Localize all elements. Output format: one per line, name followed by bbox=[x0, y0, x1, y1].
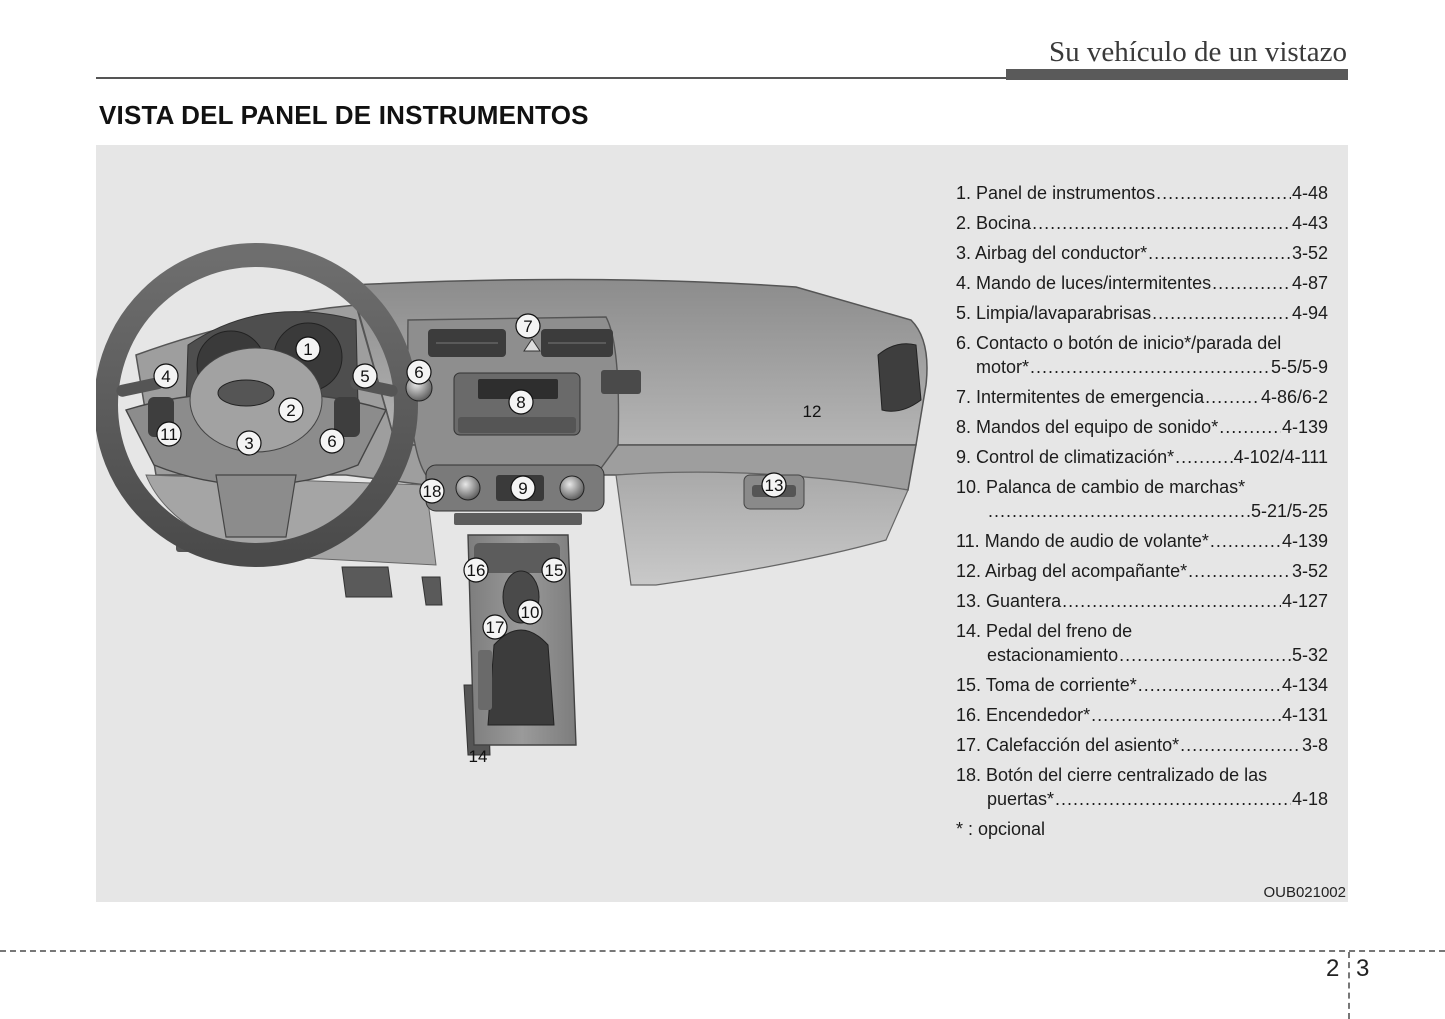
legend-leader-dots bbox=[1188, 559, 1291, 583]
page-divider bbox=[0, 950, 1445, 952]
legend-leader-dots bbox=[1152, 301, 1291, 325]
legend-page-ref: 4-134 bbox=[1281, 675, 1328, 695]
legend-page-ref: 5-32 bbox=[1291, 645, 1328, 665]
legend-leader-dots bbox=[1212, 271, 1291, 295]
callout-14 bbox=[469, 747, 488, 766]
legend-item bbox=[956, 733, 1328, 757]
legend-item bbox=[956, 415, 1328, 439]
svg-text:5: 5 bbox=[360, 367, 370, 386]
shift-boot bbox=[488, 630, 554, 725]
legend-page-ref: 5-5/5-9 bbox=[1270, 357, 1328, 377]
legend-line bbox=[956, 475, 1328, 499]
legend-leader-dots bbox=[1205, 385, 1260, 409]
svg-text:17: 17 bbox=[485, 618, 505, 637]
legend-list bbox=[956, 181, 1328, 841]
legend-text: 8. Mandos del equipo de sonido* bbox=[956, 417, 1219, 437]
legend-text: 16. Encendedor* bbox=[956, 705, 1091, 725]
legend-line bbox=[956, 643, 1328, 667]
callout-7 bbox=[516, 314, 540, 338]
legend-leader-dots bbox=[1210, 529, 1281, 553]
callout-12 bbox=[803, 402, 822, 421]
page-number-left: 2 bbox=[1326, 955, 1340, 982]
legend-leader-dots bbox=[1119, 643, 1291, 667]
legend-page-ref: 4-18 bbox=[1291, 789, 1328, 809]
svg-text:9: 9 bbox=[518, 479, 528, 498]
steering-logo bbox=[218, 380, 274, 406]
svg-text:7: 7 bbox=[523, 317, 533, 336]
legend-text: 6. Contacto o botón de inicio*/parada del bbox=[956, 333, 1282, 353]
legend-leader-dots bbox=[1175, 445, 1232, 469]
legend-line bbox=[956, 589, 1328, 613]
callout-9 bbox=[511, 476, 535, 500]
legend-line bbox=[956, 331, 1328, 355]
legend-line bbox=[956, 181, 1328, 205]
callout-8 bbox=[509, 390, 533, 414]
svg-text:13: 13 bbox=[764, 476, 784, 495]
legend-leader-dots bbox=[988, 499, 1250, 523]
legend-page-ref: 5-21/5-25 bbox=[1250, 501, 1328, 521]
legend-leader-dots bbox=[1180, 733, 1301, 757]
legend-item bbox=[956, 475, 1328, 523]
svg-text:1: 1 bbox=[303, 340, 313, 359]
legend-text: puertas* bbox=[987, 789, 1055, 809]
legend-line bbox=[956, 499, 1328, 523]
callout-13 bbox=[762, 473, 786, 497]
climate-knob-right bbox=[560, 476, 584, 500]
legend-leader-dots bbox=[1148, 241, 1291, 265]
callout-4 bbox=[154, 364, 178, 388]
legend-text: 17. Calefacción del asiento* bbox=[956, 735, 1180, 755]
steering-wheel-lower-spoke bbox=[216, 475, 296, 537]
legend-text: 14. Pedal del freno de bbox=[956, 621, 1133, 641]
legend-leader-dots bbox=[1062, 589, 1281, 613]
legend-text: 15. Toma de corriente* bbox=[956, 675, 1137, 695]
dashboard-illustration bbox=[96, 145, 936, 902]
legend-text: 2. Bocina bbox=[956, 213, 1032, 233]
callout-6-ignition bbox=[407, 360, 431, 384]
legend-line bbox=[956, 271, 1328, 295]
legend-page-ref: 4-139 bbox=[1281, 531, 1328, 551]
svg-text:6: 6 bbox=[327, 432, 337, 451]
legend-page-ref: 4-94 bbox=[1291, 303, 1328, 323]
legend-line bbox=[956, 241, 1328, 265]
legend-text: estacionamiento bbox=[987, 645, 1119, 665]
legend-item bbox=[956, 559, 1328, 583]
legend-line bbox=[956, 301, 1328, 325]
figure-panel bbox=[96, 145, 1348, 902]
legend-line bbox=[956, 415, 1328, 439]
figure-code: OUB021002 bbox=[1263, 884, 1346, 901]
header-rule-thin bbox=[96, 77, 1006, 79]
legend-text: 4. Mando de luces/intermitentes bbox=[956, 273, 1212, 293]
svg-text:12: 12 bbox=[802, 402, 822, 421]
callout-10 bbox=[518, 600, 542, 624]
legend-leader-dots bbox=[1156, 181, 1291, 205]
legend-text: 13. Guantera bbox=[956, 591, 1062, 611]
legend-item bbox=[956, 181, 1328, 205]
legend-item bbox=[956, 445, 1328, 469]
legend-text: 18. Botón del cierre centralizado de las bbox=[956, 765, 1268, 785]
legend-line bbox=[956, 787, 1328, 811]
legend-page-ref: 4-86/6-2 bbox=[1260, 387, 1328, 407]
legend-item bbox=[956, 385, 1328, 409]
callout-6-wheel bbox=[320, 429, 344, 453]
legend-line bbox=[956, 703, 1328, 727]
callout-18 bbox=[420, 479, 444, 503]
brake-pedal bbox=[342, 567, 392, 597]
svg-text:2: 2 bbox=[286, 401, 296, 420]
callout-16 bbox=[464, 558, 488, 582]
callout-2 bbox=[279, 398, 303, 422]
legend-text: 7. Intermitentes de emergencia bbox=[956, 387, 1205, 407]
legend-page-ref: 4-131 bbox=[1281, 705, 1328, 725]
shift-gate bbox=[478, 650, 492, 710]
svg-text:14: 14 bbox=[468, 747, 488, 766]
legend-line bbox=[956, 673, 1328, 697]
legend-leader-dots bbox=[1091, 703, 1281, 727]
legend-item bbox=[956, 271, 1328, 295]
legend-text: 1. Panel de instrumentos bbox=[956, 183, 1156, 203]
legend-item bbox=[956, 703, 1328, 727]
legend-item bbox=[956, 589, 1328, 613]
legend-item bbox=[956, 301, 1328, 325]
climate-knob-left bbox=[456, 476, 480, 500]
svg-text:10: 10 bbox=[520, 603, 540, 622]
legend-line bbox=[956, 211, 1328, 235]
legend-page-ref: 3-52 bbox=[1291, 561, 1328, 581]
legend-text: motor* bbox=[976, 357, 1030, 377]
legend-page-ref: 4-43 bbox=[1291, 213, 1328, 233]
legend-line bbox=[956, 445, 1328, 469]
svg-text:4: 4 bbox=[161, 367, 171, 386]
legend-line bbox=[956, 529, 1328, 553]
legend-page-ref: 4-87 bbox=[1291, 273, 1328, 293]
svg-text:6: 6 bbox=[414, 363, 424, 382]
climate-button-row bbox=[454, 513, 582, 525]
legend-text: 9. Control de climatización* bbox=[956, 447, 1175, 467]
legend-page-ref: 3-52 bbox=[1291, 243, 1328, 263]
page-number-right: 3 bbox=[1356, 955, 1370, 982]
legend-leader-dots bbox=[1055, 787, 1291, 811]
legend-footnote: * : opcional bbox=[956, 819, 1046, 839]
legend-text: 11. Mando de audio de volante* bbox=[956, 531, 1209, 551]
right-air-vent bbox=[878, 344, 921, 412]
accelerator-pedal bbox=[422, 577, 442, 605]
legend-leader-dots bbox=[1219, 415, 1281, 439]
legend-text: 10. Palanca de cambio de marchas* bbox=[956, 477, 1246, 497]
callout-1 bbox=[296, 337, 320, 361]
section-title: VISTA DEL PANEL DE INSTRUMENTOS bbox=[99, 100, 589, 130]
storage-tray bbox=[601, 370, 641, 394]
legend-line bbox=[956, 619, 1328, 643]
page-gutter-divider bbox=[1348, 952, 1350, 1019]
callout-5 bbox=[353, 364, 377, 388]
legend-item bbox=[956, 529, 1328, 553]
legend-item bbox=[956, 763, 1328, 811]
legend-page-ref: 4-102/4-111 bbox=[1233, 447, 1328, 467]
svg-text:3: 3 bbox=[244, 434, 254, 453]
callout-11 bbox=[157, 422, 181, 446]
svg-text:18: 18 bbox=[422, 482, 442, 501]
legend-leader-dots bbox=[1030, 355, 1270, 379]
header-rule-thick bbox=[1006, 69, 1348, 80]
legend-page-ref: 4-48 bbox=[1291, 183, 1328, 203]
legend-item bbox=[956, 673, 1328, 697]
legend-text: 5. Limpia/lavaparabrisas bbox=[956, 303, 1152, 323]
svg-text:16: 16 bbox=[466, 561, 486, 580]
callout-3 bbox=[237, 431, 261, 455]
legend-item bbox=[956, 211, 1328, 235]
legend-line bbox=[956, 355, 1328, 379]
legend-line bbox=[956, 763, 1328, 787]
legend-text: 12. Airbag del acompañante* bbox=[956, 561, 1188, 581]
callout-17 bbox=[483, 615, 507, 639]
svg-text:8: 8 bbox=[516, 393, 526, 412]
legend-line bbox=[956, 559, 1328, 583]
legend-page-ref: 4-127 bbox=[1281, 591, 1328, 611]
legend-page-ref: 4-139 bbox=[1281, 417, 1328, 437]
legend-item bbox=[956, 241, 1328, 265]
svg-text:11: 11 bbox=[160, 425, 178, 444]
legend-leader-dots bbox=[1032, 211, 1291, 235]
audio-buttons bbox=[458, 417, 576, 433]
legend-item bbox=[956, 619, 1328, 667]
legend-line bbox=[956, 733, 1328, 757]
legend-leader-dots bbox=[1138, 673, 1281, 697]
running-header: Su vehículo de un vistazo bbox=[1048, 36, 1347, 68]
svg-text:15: 15 bbox=[544, 561, 564, 580]
callout-15 bbox=[542, 558, 566, 582]
legend-item bbox=[956, 331, 1328, 379]
legend-page-ref: 3-8 bbox=[1301, 735, 1328, 755]
legend-line bbox=[956, 385, 1328, 409]
legend-text: 3. Airbag del conductor* bbox=[956, 243, 1148, 263]
